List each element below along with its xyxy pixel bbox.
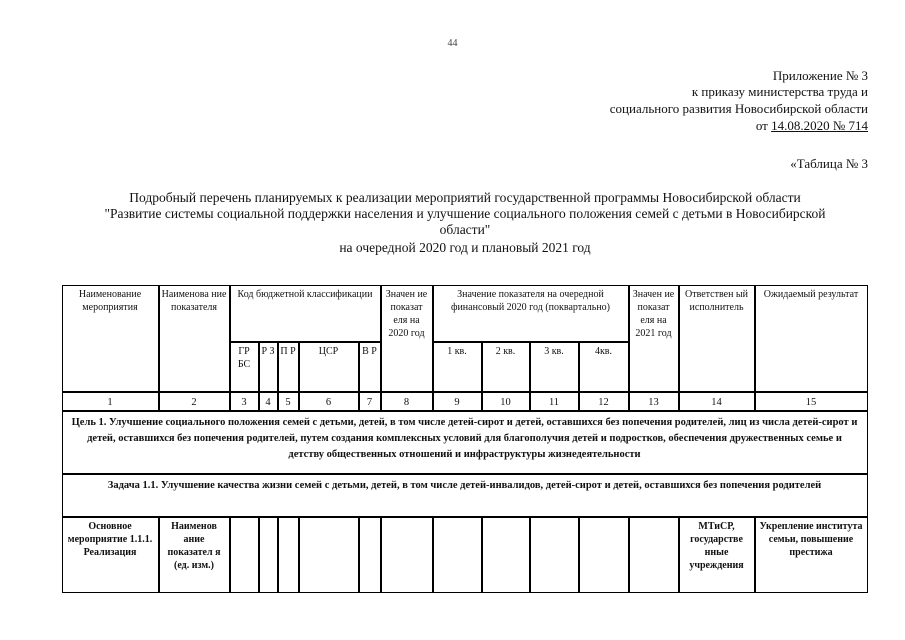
header-rz: Р З bbox=[259, 342, 278, 392]
row-csr bbox=[299, 517, 359, 593]
appendix-date: 14.08.2020 bbox=[771, 118, 830, 133]
row-q1 bbox=[433, 517, 482, 593]
column-number: 13 bbox=[629, 392, 679, 411]
column-number: 7 bbox=[359, 392, 381, 411]
row-result: Укрепление института семьи, повышение престижа bbox=[755, 517, 868, 593]
column-number: 4 bbox=[259, 392, 278, 411]
appendix-number: 714 bbox=[848, 118, 868, 133]
appendix-line-3: социального развития Новосибирской области bbox=[609, 101, 868, 116]
column-number: 15 bbox=[755, 392, 868, 411]
title-line-3: области" bbox=[439, 222, 491, 237]
appendix-number-sign: № bbox=[829, 118, 849, 133]
row-grbs bbox=[230, 517, 259, 593]
row-q3 bbox=[530, 517, 579, 593]
header-csr: ЦСР bbox=[299, 342, 359, 392]
row-value-2020 bbox=[381, 517, 433, 593]
task-row: Задача 1.1. Улучшение качества жизни семей с детьми, детей, в том числе детей-инвалидов, детей-сирот и детей, оставшихся без попечения родителей bbox=[62, 474, 868, 517]
column-number: 9 bbox=[433, 392, 482, 411]
column-number: 10 bbox=[482, 392, 530, 411]
header-pr: П Р bbox=[278, 342, 299, 392]
appendix-date-prefix: от bbox=[755, 118, 772, 133]
row-rz bbox=[259, 517, 278, 593]
title-line-2: "Развитие системы социальной поддержки населения и улучшение социального положения семей с детьми в Новосибирской bbox=[104, 206, 826, 221]
title-line-4: на очередной 2020 год и плановый 2021 год bbox=[339, 240, 591, 255]
header-event-name: Наименование мероприятия bbox=[62, 285, 159, 392]
row-q2 bbox=[482, 517, 530, 593]
row-pr bbox=[278, 517, 299, 593]
column-number: 2 bbox=[159, 392, 230, 411]
column-number: 11 bbox=[530, 392, 579, 411]
column-number: 3 bbox=[230, 392, 259, 411]
header-q4: 4кв. bbox=[579, 342, 629, 392]
column-number: 6 bbox=[299, 392, 359, 411]
header-quarterly: Значение показателя на очередной финансовый 2020 год (поквартально) bbox=[433, 285, 629, 342]
table-label: «Таблица № 3 bbox=[790, 156, 868, 171]
column-number: 8 bbox=[381, 392, 433, 411]
header-value-2021: Значен ие показат еля на 2021 год bbox=[629, 285, 679, 392]
row-indicator: Наименов ание показател я (ед. изм.) bbox=[159, 517, 230, 593]
title-line-1: Подробный перечень планируемых к реализации мероприятий государственной программы Новосибирской области bbox=[129, 190, 801, 205]
header-grbs: ГР БС bbox=[230, 342, 259, 392]
header-value-2020: Значен ие показат еля на 2020 год bbox=[381, 285, 433, 392]
header-indicator-name: Наименова ние показателя bbox=[159, 285, 230, 392]
column-number: 12 bbox=[579, 392, 629, 411]
header-vr: В Р bbox=[359, 342, 381, 392]
row-executor: МТиСР, государстве нные учреждения bbox=[679, 517, 755, 593]
header-result: Ожидаемый результат bbox=[755, 285, 868, 392]
header-budget-code: Код бюджетной классификации bbox=[230, 285, 381, 342]
column-number: 14 bbox=[679, 392, 755, 411]
header-q3: 3 кв. bbox=[530, 342, 579, 392]
row-event: Основное мероприятие 1.1.1. Реализация bbox=[62, 517, 159, 593]
column-number: 5 bbox=[278, 392, 299, 411]
row-vr bbox=[359, 517, 381, 593]
row-value-2021 bbox=[629, 517, 679, 593]
header-q2: 2 кв. bbox=[482, 342, 530, 392]
row-q4 bbox=[579, 517, 629, 593]
page-number: 44 bbox=[447, 38, 458, 49]
appendix-line-1: Приложение № 3 bbox=[772, 68, 868, 83]
header-executor: Ответствен ый исполнитель bbox=[679, 285, 755, 392]
appendix-line-2: к приказу министерства труда и bbox=[691, 84, 868, 99]
column-number: 1 bbox=[62, 392, 159, 411]
header-q1: 1 кв. bbox=[433, 342, 482, 392]
goal-row: Цель 1. Улучшение социального положения семей с детьми, детей, в том числе детей-сирот и детей, оставшихся без попечения родителей, лиц из числа детей-сирот и детей, оставшихся без попечения родителей, путем создания комплексных условий для благополучия детей и подростков, обеспечения дружественных семье и детству общественных отношений и инфраструктуры жизнедеятельности bbox=[62, 411, 868, 474]
